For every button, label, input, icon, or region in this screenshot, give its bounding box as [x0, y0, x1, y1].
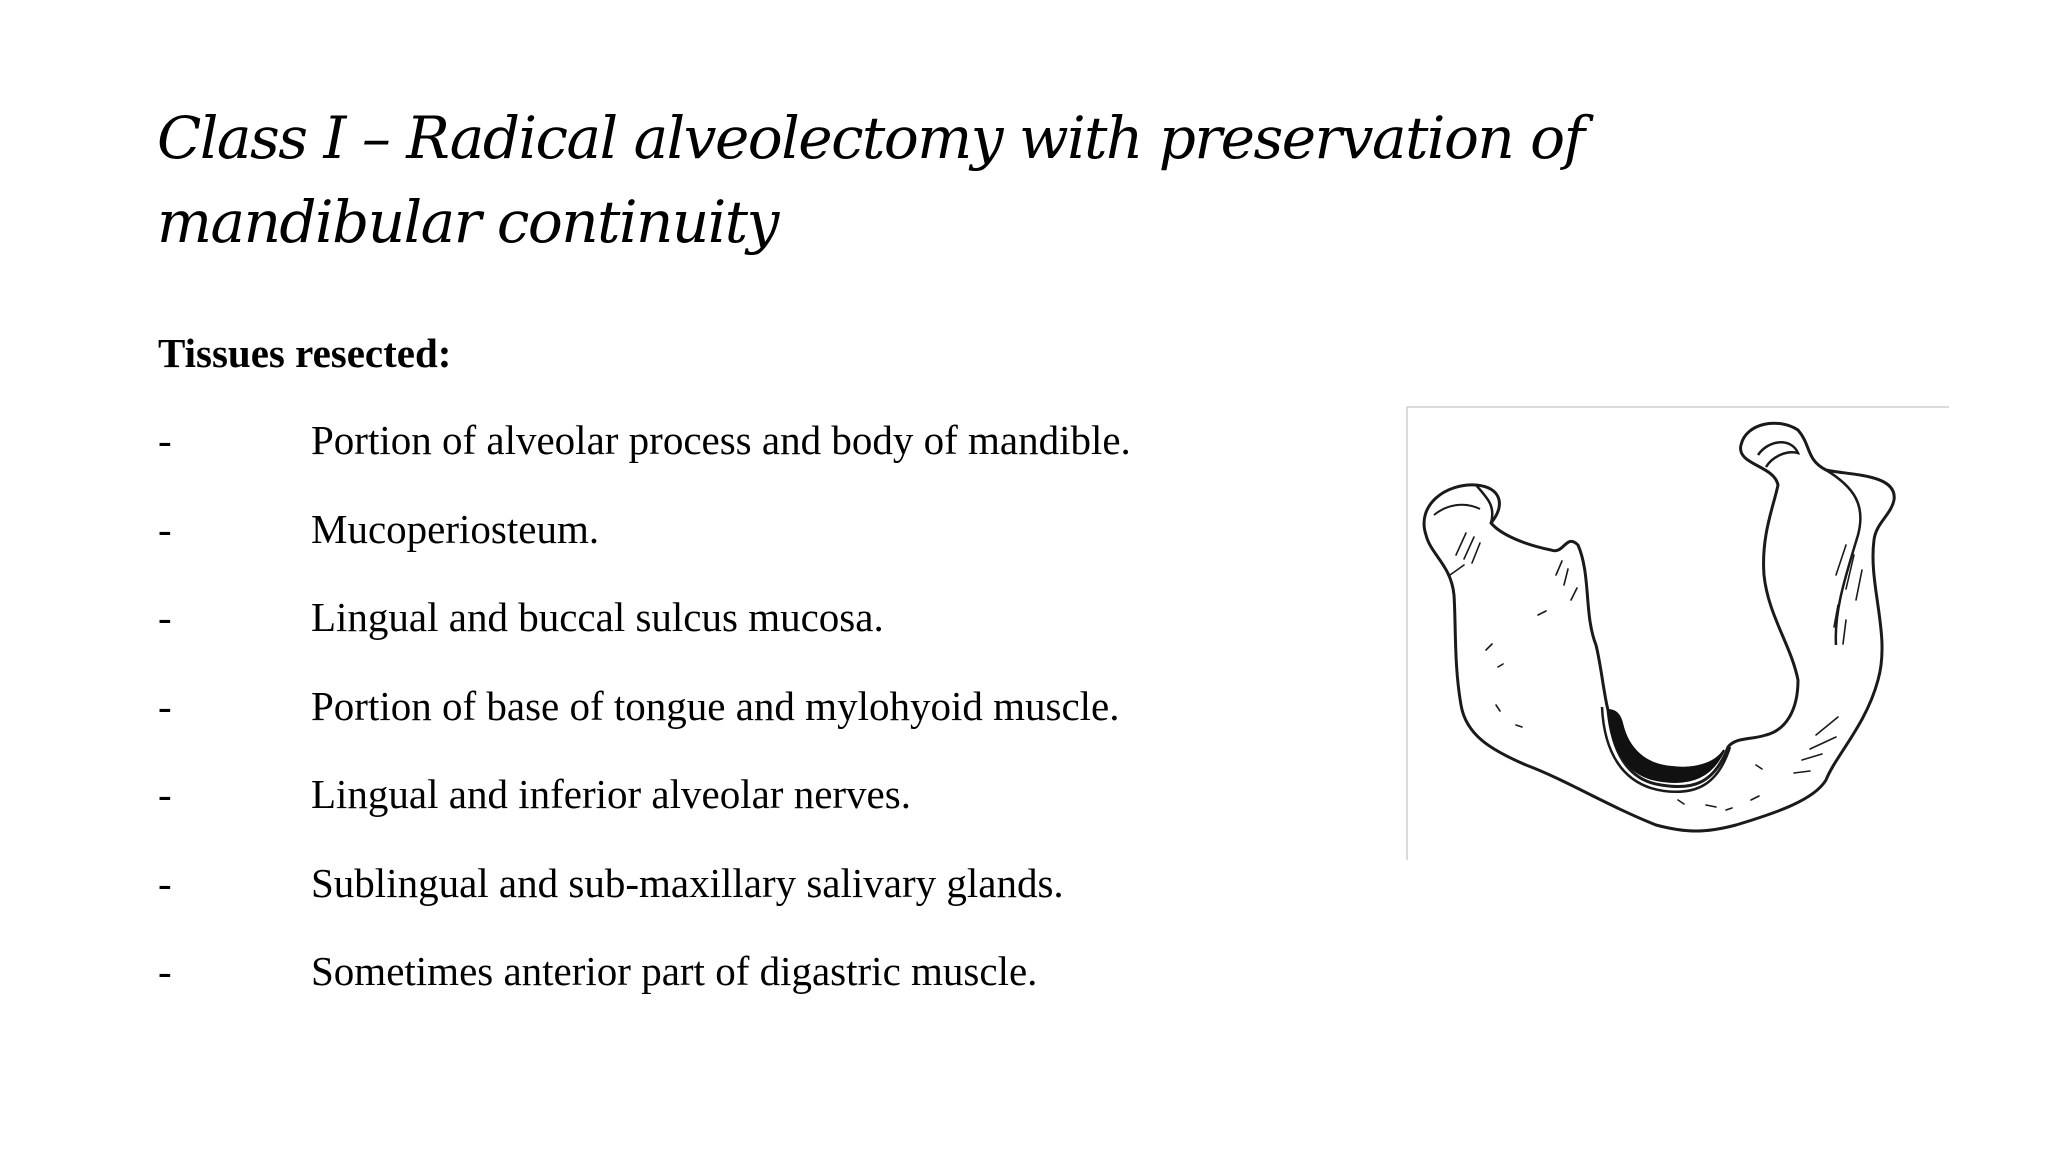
- dash-bullet: -: [158, 682, 172, 729]
- list-item-text: Portion of base of tongue and mylohyoid muscle.: [311, 682, 1120, 729]
- mandible-icon: [1406, 405, 1949, 860]
- slide-title: Class I – Radical alveolectomy with preservation of mandibular continuity: [157, 104, 1584, 256]
- mandible-resection-illustration: [1406, 405, 1949, 860]
- dash-bullet: -: [158, 771, 172, 817]
- dash-bullet: -: [158, 594, 172, 640]
- list-item: [158, 589, 1358, 678]
- dash-bullet: -: [158, 948, 172, 994]
- list-item-text: Lingual and inferior alveolar nerves.: [311, 771, 911, 817]
- dash-bullet: -: [158, 859, 172, 906]
- dash-bullet: -: [158, 505, 172, 552]
- list-item: [158, 412, 1358, 501]
- list-item-text: Lingual and buccal sulcus mucosa.: [311, 594, 884, 640]
- list-item-text: Mucoperiosteum.: [311, 505, 600, 552]
- list-item: [158, 855, 1358, 944]
- list-item: [158, 766, 1358, 855]
- list-item-text: Sometimes anterior part of digastric muscle.: [311, 948, 1038, 994]
- list-item: [158, 501, 1358, 590]
- tissues-resected-heading: Tissues resected:: [158, 330, 452, 376]
- dash-bullet: -: [158, 417, 172, 463]
- list-item-text: Sublingual and sub-maxillary salivary glands.: [311, 859, 1064, 906]
- tissues-list: [158, 412, 1358, 1032]
- list-item: [158, 943, 1358, 1032]
- list-item-text: Portion of alveolar process and body of mandible.: [311, 417, 1131, 463]
- list-item: [158, 678, 1358, 767]
